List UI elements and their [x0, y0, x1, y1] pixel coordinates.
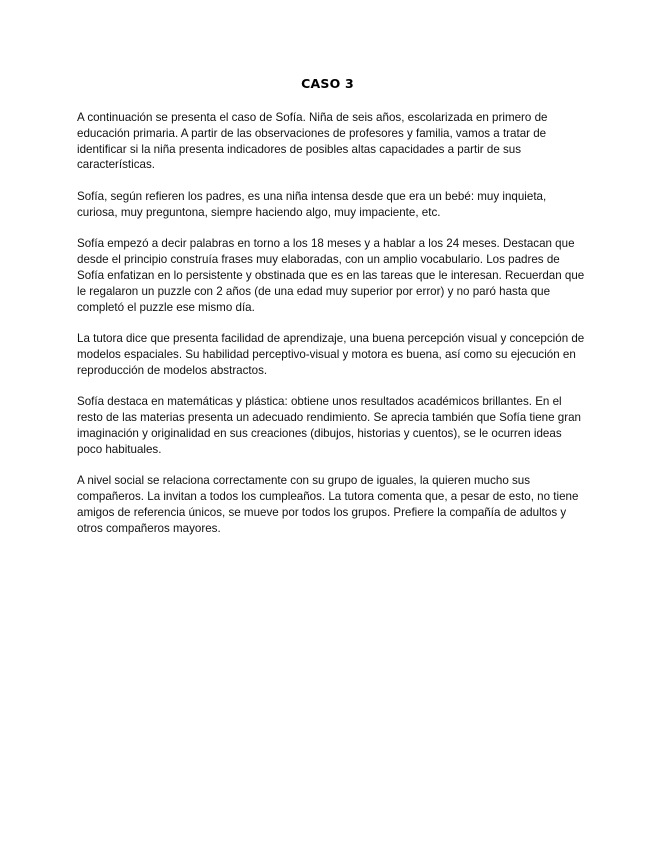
paragraph-parents: Sofía, según refieren los padres, es una niña intensa desde que era un bebé: muy inquieta, curiosa, muy preguntona, siempre haciendo algo, muy impaciente, etc. — [77, 189, 547, 219]
document-title: CASO 3 — [301, 76, 354, 91]
paragraph-language: Sofía empezó a decir palabras en torno a los 18 meses y a hablar a los 24 meses. Destacan que desde el principio construía frases muy elaboradas, con un amplio vocabulario. Los padres de Sofía enfatizan en lo persistente y obstinada que es en las tareas que le interesan. Recuerdan que le regalaron un puzzle con 2 años (de una edad muy superior por error) y no paró hasta que completó el puzzle ese mismo día. — [77, 237, 585, 314]
paragraph-social: A nivel social se relaciona correctamente con su grupo de iguales, la quieren mucho sus compañeros. La invitan a todos los cumpleaños. La tutora comenta que, a pesar de esto, no tiene amigos de referencia únicos, se mueve por todos los grupos. Prefiere la compañía de adultos y otros compañeros mayores. — [77, 474, 579, 535]
document-body — [77, 110, 585, 552]
paragraph-tutor: La tutora dice que presenta facilidad de aprendizaje, una buena percepción visual y concepción de modelos espaciales. Su habilidad perceptivo-visual y motora es buena, así como su ejecución en reproducción de modelos abstractos. — [77, 332, 585, 377]
paragraph-academics: Sofía destaca en matemáticas y plástica: obtiene unos resultados académicos brillantes. En el resto de las materias presenta un adecuado rendimiento. Se aprecia también que Sofía tiene gran imaginación y originalidad en sus creaciones (dibujos, historias y cuentos), se le ocurren ideas poco habituales. — [77, 395, 581, 456]
paragraph-intro: A continuación se presenta el caso de Sofía. Niña de seis años, escolarizada en primero de educación primaria. A partir de las observaciones de profesores y familia, vamos a tratar de identificar si la niña presenta indicadores de posibles altas capacidades a partir de sus características. — [77, 111, 548, 172]
